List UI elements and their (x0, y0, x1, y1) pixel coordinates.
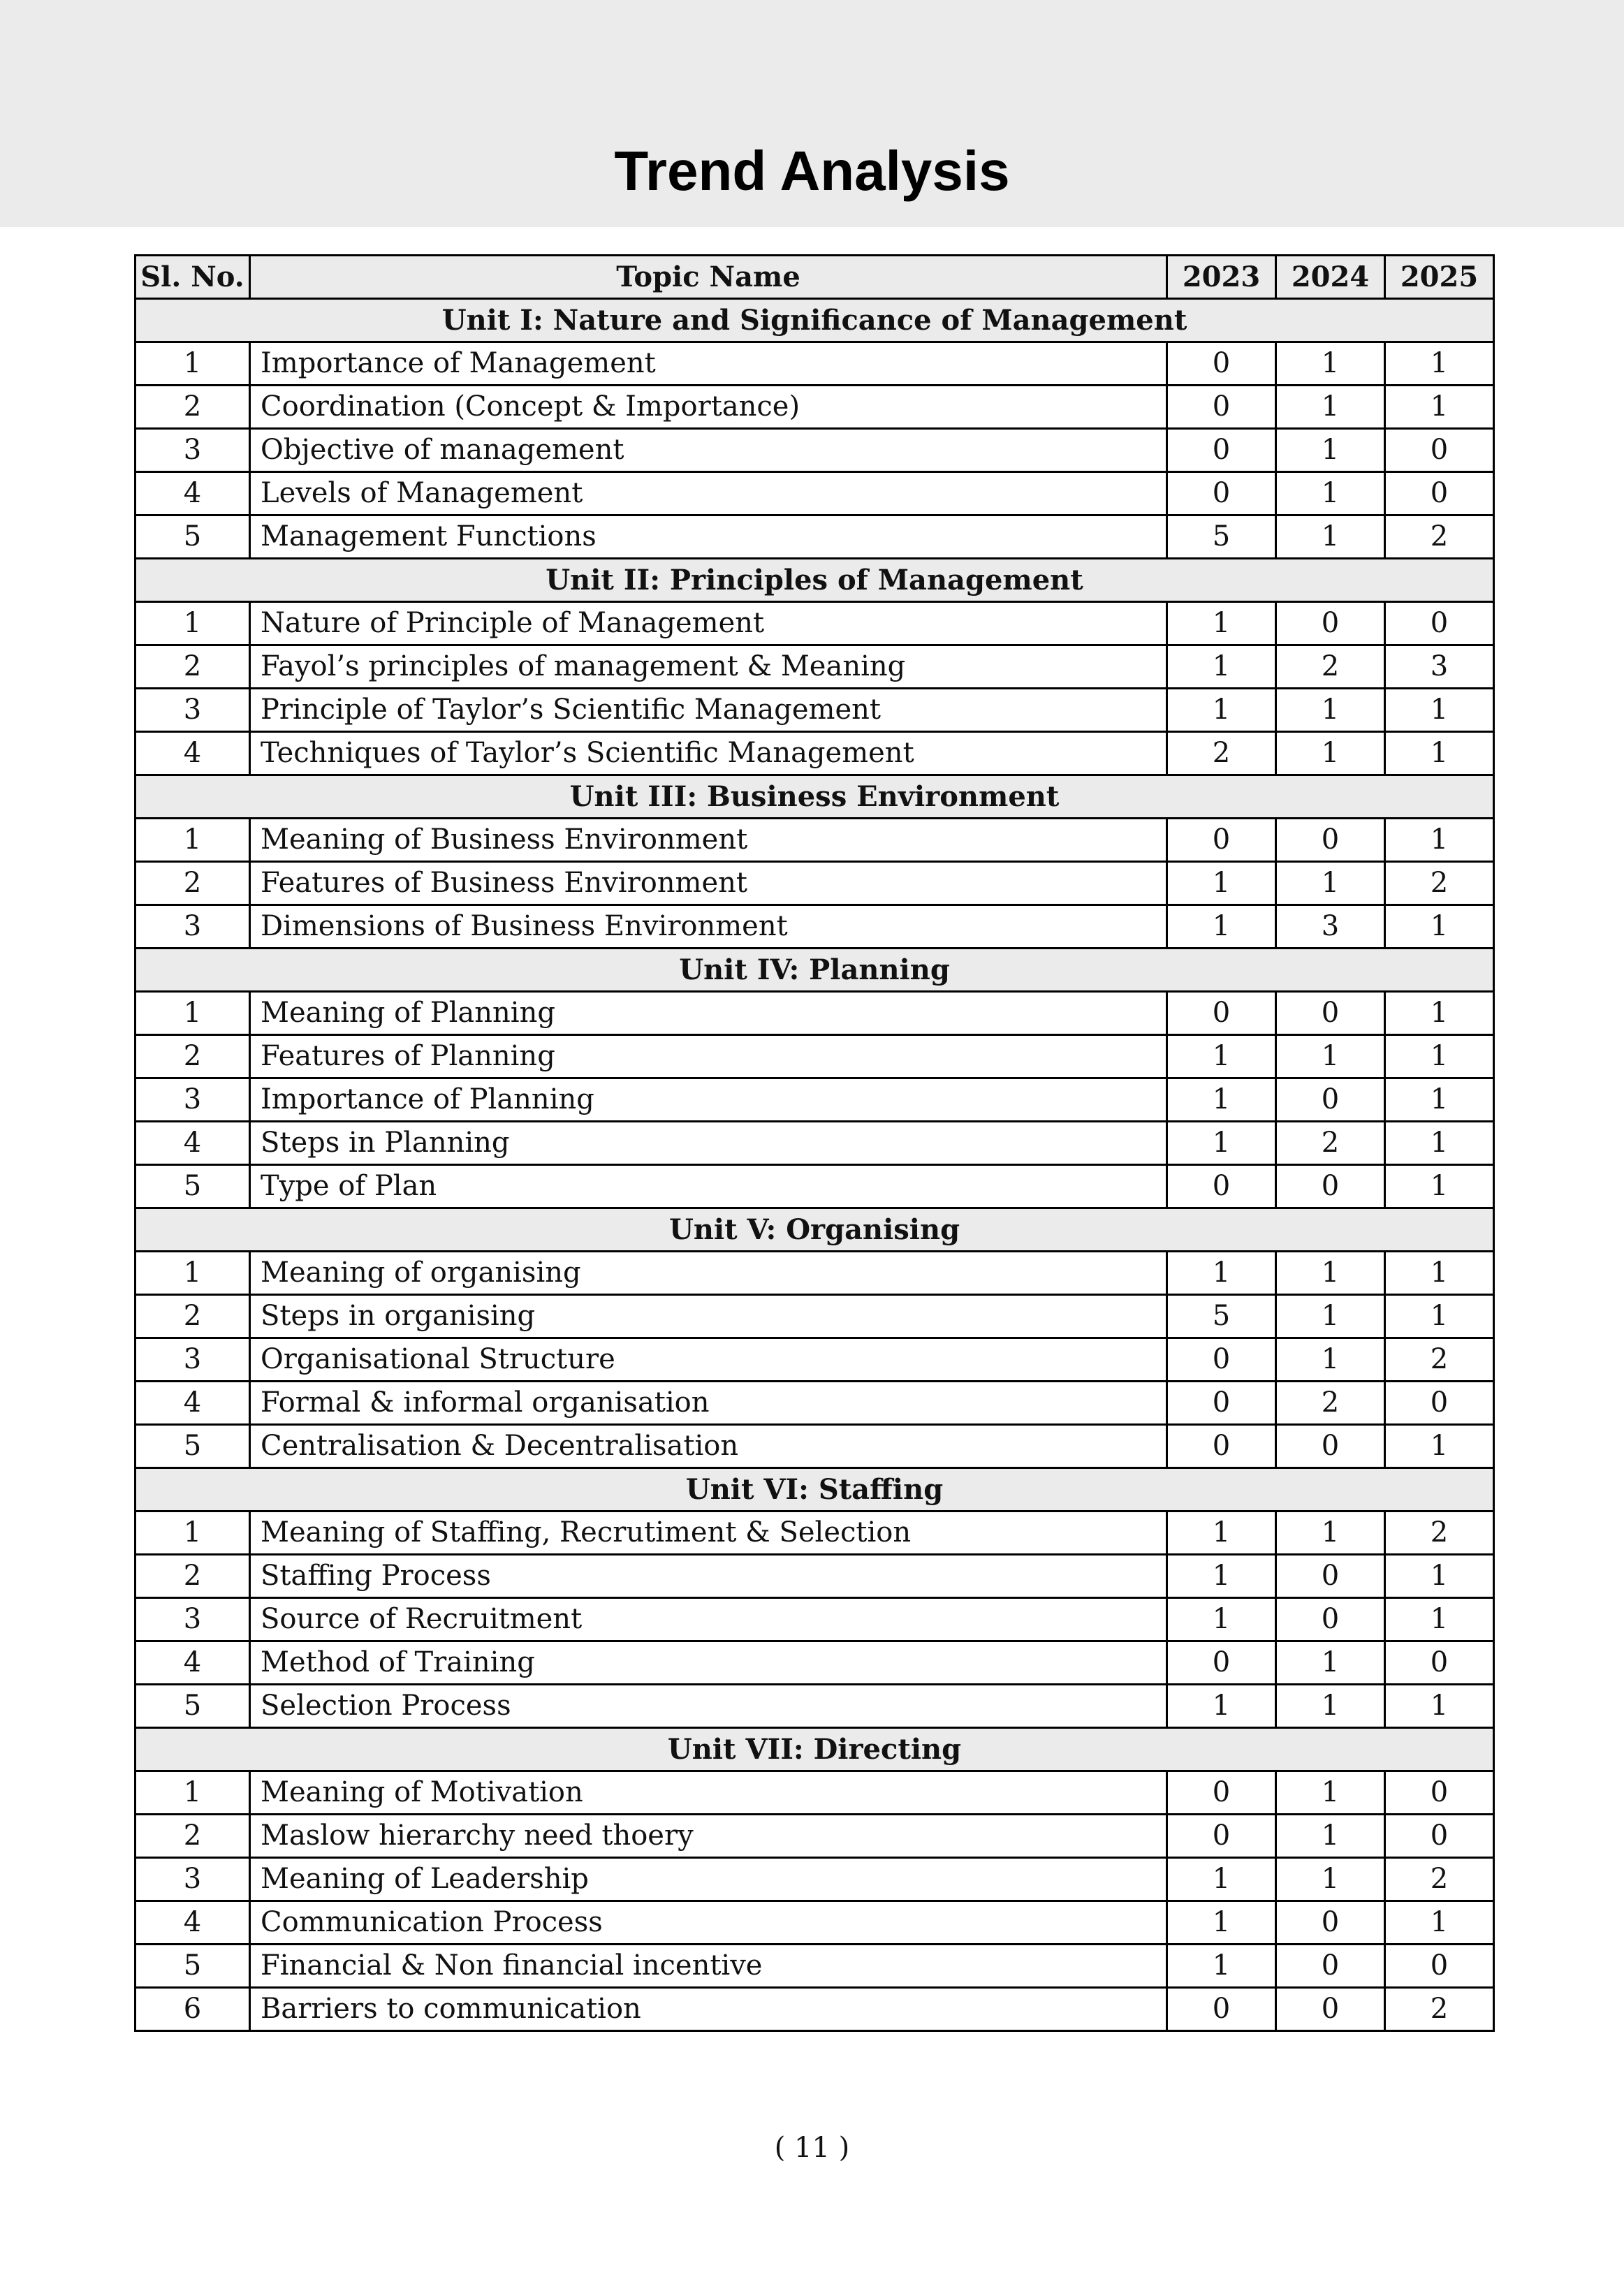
value-2024-cell: 1 (1276, 1252, 1385, 1295)
table-row (136, 1858, 1494, 1901)
header-2023: 2023 (1167, 256, 1276, 299)
value-2023-cell: 1 (1167, 645, 1276, 689)
value-2025-cell: 1 (1385, 992, 1494, 1035)
table-row (136, 1685, 1494, 1728)
unit-title: Unit V: Organising (136, 1208, 1494, 1252)
topic-cell: Meaning of Motivation (250, 1771, 1167, 1815)
topic-cell: Maslow hierarchy need thoery (250, 1815, 1167, 1858)
topic-cell: Management Functions (250, 515, 1167, 559)
value-2023-cell: 0 (1167, 1338, 1276, 1382)
table-body (136, 299, 1494, 2031)
value-2023-cell: 5 (1167, 515, 1276, 559)
value-2023-cell: 1 (1167, 1858, 1276, 1901)
table-row (136, 515, 1494, 559)
value-2025-cell: 1 (1385, 1425, 1494, 1468)
value-2025-cell: 1 (1385, 1165, 1494, 1208)
sl-no-cell: 1 (136, 1511, 250, 1555)
value-2024-cell: 1 (1276, 1295, 1385, 1338)
value-2025-cell: 3 (1385, 645, 1494, 689)
value-2023-cell: 1 (1167, 1511, 1276, 1555)
value-2024-cell: 1 (1276, 1685, 1385, 1728)
value-2025-cell: 0 (1385, 1641, 1494, 1685)
value-2024-cell: 0 (1276, 1555, 1385, 1598)
unit-row (136, 949, 1494, 992)
table-row (136, 1165, 1494, 1208)
header-2024: 2024 (1276, 256, 1385, 299)
sl-no-cell: 2 (136, 1815, 250, 1858)
topic-cell: Barriers to communication (250, 1988, 1167, 2031)
table-row (136, 732, 1494, 775)
topic-cell: Selection Process (250, 1685, 1167, 1728)
value-2024-cell: 0 (1276, 1901, 1385, 1945)
value-2025-cell: 0 (1385, 602, 1494, 645)
sl-no-cell: 4 (136, 472, 250, 515)
table-row (136, 1122, 1494, 1165)
topic-cell: Source of Recruitment (250, 1598, 1167, 1641)
value-2023-cell: 0 (1167, 1641, 1276, 1685)
value-2023-cell: 0 (1167, 1771, 1276, 1815)
sl-no-cell: 3 (136, 1598, 250, 1641)
sl-no-cell: 4 (136, 1122, 250, 1165)
sl-no-cell: 1 (136, 819, 250, 862)
value-2023-cell: 0 (1167, 1165, 1276, 1208)
table-row (136, 1945, 1494, 1988)
table-row (136, 992, 1494, 1035)
table-row (136, 1988, 1494, 2031)
topic-cell: Fayol’s principles of management & Meaning (250, 645, 1167, 689)
table-row (136, 1338, 1494, 1382)
value-2024-cell: 0 (1276, 1988, 1385, 2031)
value-2024-cell: 1 (1276, 1641, 1385, 1685)
page-title: Trend Analysis (614, 140, 1010, 202)
sl-no-cell: 5 (136, 1945, 250, 1988)
value-2024-cell: 3 (1276, 905, 1385, 949)
value-2024-cell: 1 (1276, 1815, 1385, 1858)
sl-no-cell: 4 (136, 1641, 250, 1685)
sl-no-cell: 5 (136, 1685, 250, 1728)
value-2024-cell: 1 (1276, 732, 1385, 775)
value-2023-cell: 1 (1167, 602, 1276, 645)
value-2025-cell: 2 (1385, 1511, 1494, 1555)
topic-cell: Communication Process (250, 1901, 1167, 1945)
topic-cell: Meaning of Planning (250, 992, 1167, 1035)
header-2025: 2025 (1385, 256, 1494, 299)
value-2024-cell: 0 (1276, 819, 1385, 862)
sl-no-cell: 1 (136, 1771, 250, 1815)
value-2023-cell: 0 (1167, 1988, 1276, 2031)
value-2025-cell: 1 (1385, 1035, 1494, 1078)
value-2025-cell: 2 (1385, 862, 1494, 905)
unit-title: Unit II: Principles of Management (136, 559, 1494, 602)
unit-row (136, 559, 1494, 602)
value-2025-cell: 0 (1385, 1382, 1494, 1425)
unit-title: Unit VI: Staffing (136, 1468, 1494, 1511)
value-2024-cell: 1 (1276, 1771, 1385, 1815)
value-2025-cell: 1 (1385, 905, 1494, 949)
value-2023-cell: 1 (1167, 905, 1276, 949)
value-2025-cell: 0 (1385, 429, 1494, 472)
table-row (136, 1425, 1494, 1468)
topic-cell: Dimensions of Business Environment (250, 905, 1167, 949)
value-2023-cell: 0 (1167, 819, 1276, 862)
topic-cell: Meaning of Staffing, Recrutiment & Selection (250, 1511, 1167, 1555)
value-2023-cell: 1 (1167, 1078, 1276, 1122)
table-header-row (136, 256, 1494, 299)
value-2024-cell: 2 (1276, 645, 1385, 689)
topic-cell: Nature of Principle of Management (250, 602, 1167, 645)
topic-cell: Objective of management (250, 429, 1167, 472)
value-2025-cell: 1 (1385, 689, 1494, 732)
sl-no-cell: 5 (136, 1425, 250, 1468)
unit-title: Unit VII: Directing (136, 1728, 1494, 1771)
unit-row (136, 1728, 1494, 1771)
value-2025-cell: 1 (1385, 732, 1494, 775)
value-2024-cell: 0 (1276, 1598, 1385, 1641)
page-number: ( 11 ) (774, 2132, 850, 2164)
value-2025-cell: 1 (1385, 386, 1494, 429)
unit-row (136, 1468, 1494, 1511)
value-2023-cell: 2 (1167, 732, 1276, 775)
unit-title: Unit I: Nature and Significance of Management (136, 299, 1494, 342)
value-2023-cell: 0 (1167, 342, 1276, 386)
value-2024-cell: 2 (1276, 1122, 1385, 1165)
topic-cell: Importance of Planning (250, 1078, 1167, 1122)
topic-cell: Principle of Taylor’s Scientific Management (250, 689, 1167, 732)
topic-cell: Meaning of Business Environment (250, 819, 1167, 862)
topic-cell: Financial & Non financial incentive (250, 1945, 1167, 1988)
trend-analysis-table (134, 254, 1495, 2032)
table-row (136, 1035, 1494, 1078)
sl-no-cell: 2 (136, 386, 250, 429)
sl-no-cell: 3 (136, 689, 250, 732)
topic-cell: Techniques of Taylor’s Scientific Management (250, 732, 1167, 775)
table-row (136, 905, 1494, 949)
value-2024-cell: 1 (1276, 1858, 1385, 1901)
topic-cell: Steps in organising (250, 1295, 1167, 1338)
value-2025-cell: 1 (1385, 1598, 1494, 1641)
value-2025-cell: 2 (1385, 1338, 1494, 1382)
sl-no-cell: 2 (136, 1295, 250, 1338)
topic-cell: Levels of Management (250, 472, 1167, 515)
table-row (136, 1815, 1494, 1858)
sl-no-cell: 1 (136, 602, 250, 645)
table-row (136, 602, 1494, 645)
value-2025-cell: 1 (1385, 1122, 1494, 1165)
value-2025-cell: 1 (1385, 1078, 1494, 1122)
value-2023-cell: 1 (1167, 689, 1276, 732)
value-2023-cell: 1 (1167, 1945, 1276, 1988)
sl-no-cell: 2 (136, 645, 250, 689)
header-topic-name: Topic Name (250, 256, 1167, 299)
value-2024-cell: 1 (1276, 1338, 1385, 1382)
value-2023-cell: 0 (1167, 386, 1276, 429)
value-2023-cell: 0 (1167, 429, 1276, 472)
header-sl-no: Sl. No. (136, 256, 250, 299)
sl-no-cell: 3 (136, 1078, 250, 1122)
value-2025-cell: 2 (1385, 515, 1494, 559)
value-2024-cell: 1 (1276, 429, 1385, 472)
topic-cell: Coordination (Concept & Importance) (250, 386, 1167, 429)
value-2024-cell: 1 (1276, 515, 1385, 559)
table-row (136, 1252, 1494, 1295)
table-row (136, 429, 1494, 472)
table-row (136, 342, 1494, 386)
table-row (136, 386, 1494, 429)
value-2024-cell: 1 (1276, 862, 1385, 905)
value-2023-cell: 1 (1167, 1035, 1276, 1078)
value-2024-cell: 0 (1276, 1945, 1385, 1988)
value-2024-cell: 0 (1276, 992, 1385, 1035)
unit-title: Unit III: Business Environment (136, 775, 1494, 819)
table-row (136, 645, 1494, 689)
topic-cell: Type of Plan (250, 1165, 1167, 1208)
unit-row (136, 1208, 1494, 1252)
sl-no-cell: 2 (136, 862, 250, 905)
value-2025-cell: 2 (1385, 1858, 1494, 1901)
unit-title: Unit IV: Planning (136, 949, 1494, 992)
value-2025-cell: 1 (1385, 1252, 1494, 1295)
topic-cell: Meaning of Leadership (250, 1858, 1167, 1901)
value-2023-cell: 1 (1167, 1122, 1276, 1165)
value-2025-cell: 2 (1385, 1988, 1494, 2031)
value-2025-cell: 1 (1385, 1901, 1494, 1945)
value-2025-cell: 0 (1385, 1945, 1494, 1988)
value-2023-cell: 0 (1167, 1815, 1276, 1858)
value-2023-cell: 1 (1167, 1901, 1276, 1945)
topic-cell: Steps in Planning (250, 1122, 1167, 1165)
topic-cell: Features of Planning (250, 1035, 1167, 1078)
value-2023-cell: 1 (1167, 1598, 1276, 1641)
topic-cell: Organisational Structure (250, 1338, 1167, 1382)
value-2023-cell: 0 (1167, 472, 1276, 515)
value-2025-cell: 1 (1385, 1685, 1494, 1728)
table-row (136, 1641, 1494, 1685)
sl-no-cell: 4 (136, 1382, 250, 1425)
value-2025-cell: 1 (1385, 1295, 1494, 1338)
sl-no-cell: 1 (136, 992, 250, 1035)
value-2024-cell: 2 (1276, 1382, 1385, 1425)
sl-no-cell: 3 (136, 1338, 250, 1382)
value-2025-cell: 0 (1385, 472, 1494, 515)
value-2023-cell: 1 (1167, 1252, 1276, 1295)
sl-no-cell: 3 (136, 429, 250, 472)
sl-no-cell: 4 (136, 1901, 250, 1945)
sl-no-cell: 6 (136, 1988, 250, 2031)
value-2023-cell: 0 (1167, 992, 1276, 1035)
sl-no-cell: 5 (136, 515, 250, 559)
value-2023-cell: 1 (1167, 1685, 1276, 1728)
sl-no-cell: 1 (136, 1252, 250, 1295)
value-2024-cell: 0 (1276, 1165, 1385, 1208)
value-2023-cell: 0 (1167, 1425, 1276, 1468)
table-row (136, 1382, 1494, 1425)
value-2024-cell: 0 (1276, 1078, 1385, 1122)
topic-cell: Meaning of organising (250, 1252, 1167, 1295)
table-row (136, 1771, 1494, 1815)
topic-cell: Features of Business Environment (250, 862, 1167, 905)
table-row (136, 472, 1494, 515)
value-2024-cell: 1 (1276, 1035, 1385, 1078)
sl-no-cell: 2 (136, 1555, 250, 1598)
table-row (136, 819, 1494, 862)
value-2025-cell: 1 (1385, 819, 1494, 862)
table-row (136, 1901, 1494, 1945)
topic-cell: Importance of Management (250, 342, 1167, 386)
value-2023-cell: 0 (1167, 1382, 1276, 1425)
sl-no-cell: 5 (136, 1165, 250, 1208)
value-2024-cell: 1 (1276, 472, 1385, 515)
value-2024-cell: 0 (1276, 1425, 1385, 1468)
sl-no-cell: 2 (136, 1035, 250, 1078)
value-2024-cell: 1 (1276, 689, 1385, 732)
table-row (136, 862, 1494, 905)
unit-row (136, 775, 1494, 819)
sl-no-cell: 3 (136, 1858, 250, 1901)
table-row (136, 689, 1494, 732)
topic-cell: Staffing Process (250, 1555, 1167, 1598)
value-2024-cell: 0 (1276, 602, 1385, 645)
value-2025-cell: 0 (1385, 1771, 1494, 1815)
topic-cell: Centralisation & Decentralisation (250, 1425, 1167, 1468)
table-row (136, 1078, 1494, 1122)
unit-row (136, 299, 1494, 342)
value-2023-cell: 1 (1167, 862, 1276, 905)
table-row (136, 1598, 1494, 1641)
topic-cell: Formal & informal organisation (250, 1382, 1167, 1425)
table-row (136, 1511, 1494, 1555)
value-2024-cell: 1 (1276, 1511, 1385, 1555)
value-2023-cell: 5 (1167, 1295, 1276, 1338)
sl-no-cell: 4 (136, 732, 250, 775)
value-2025-cell: 1 (1385, 342, 1494, 386)
value-2024-cell: 1 (1276, 342, 1385, 386)
value-2023-cell: 1 (1167, 1555, 1276, 1598)
table-row (136, 1555, 1494, 1598)
table-row (136, 1295, 1494, 1338)
sl-no-cell: 1 (136, 342, 250, 386)
topic-cell: Method of Training (250, 1641, 1167, 1685)
value-2025-cell: 0 (1385, 1815, 1494, 1858)
sl-no-cell: 3 (136, 905, 250, 949)
value-2025-cell: 1 (1385, 1555, 1494, 1598)
value-2024-cell: 1 (1276, 386, 1385, 429)
